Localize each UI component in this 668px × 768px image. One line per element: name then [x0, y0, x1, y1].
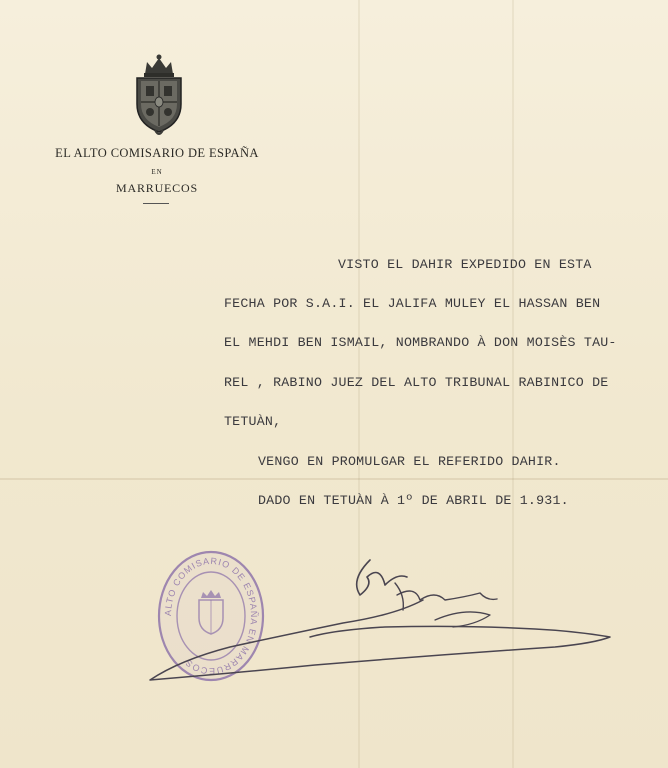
letterhead-divider: [143, 203, 169, 204]
body-line: FECHA POR S.A.I. EL JALIFA MULEY EL HASSAN BEN: [224, 296, 601, 311]
promulgation-line: VENGO EN PROMULGAR EL REFERIDO DAHIR.: [258, 454, 561, 469]
date-line: DADO EN TETUÀN À 1º DE ABRIL DE 1.931.: [258, 493, 569, 508]
body-line: TETUÀN,: [224, 414, 282, 429]
letterhead-title: EL ALTO COMISARIO DE ESPAÑA: [55, 146, 259, 160]
coat-of-arms-icon: [133, 52, 185, 138]
body-line: REL , RABINO JUEZ DEL ALTO TRIBUNAL RABINICO DE: [224, 375, 609, 390]
letterhead-place: MARRUECOS: [116, 181, 198, 195]
signature-icon: [135, 555, 615, 690]
paper-fold: [0, 478, 668, 480]
body-line: EL MEHDI BEN ISMAIL, NOMBRANDO À DON MOISÈS TAU-: [224, 335, 617, 350]
body-line: VISTO EL DAHIR EXPEDIDO EN ESTA: [338, 257, 592, 272]
letterhead-connector: EN: [151, 168, 163, 176]
svg-text:ALTO COMISARIO DE ESPAÑA EN MA: ALTO COMISARIO DE ESPAÑA EN MARRUECOS: [162, 555, 260, 677]
